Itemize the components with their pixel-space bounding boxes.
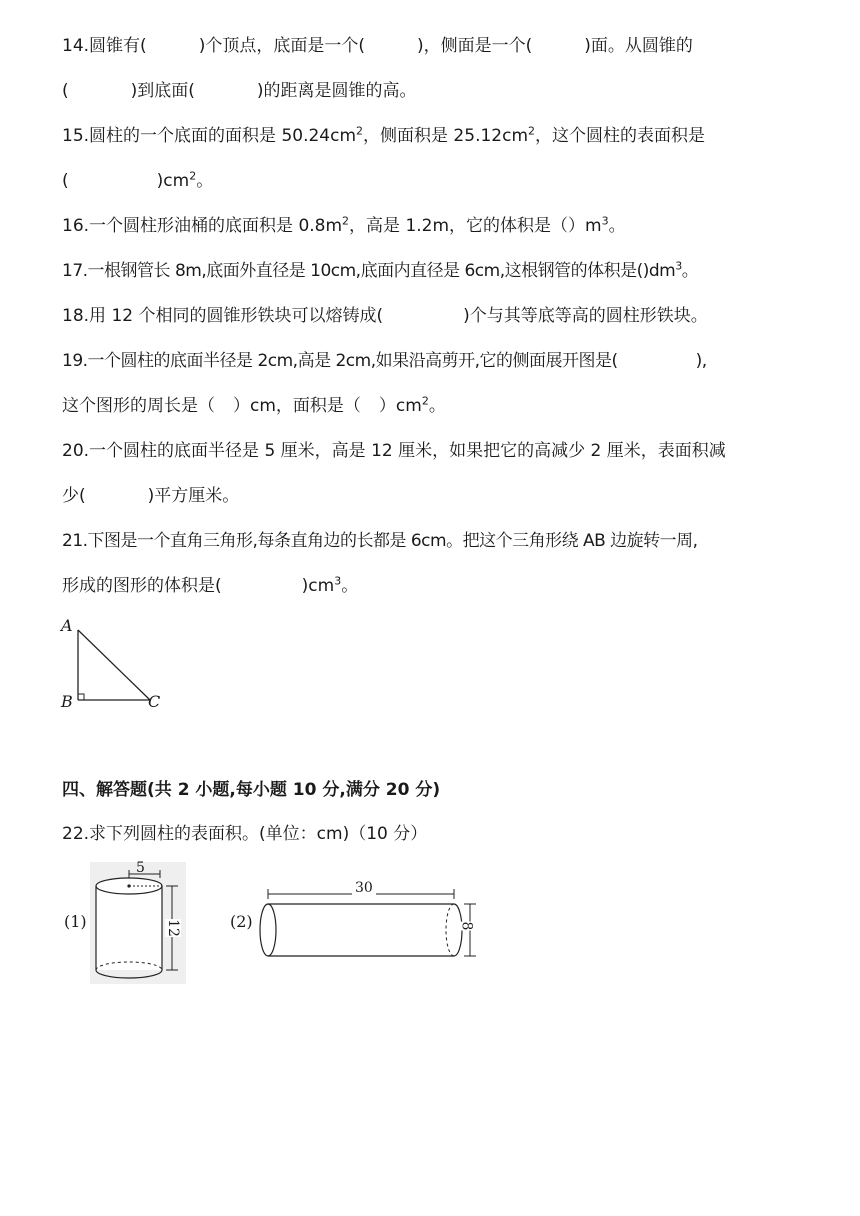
- text: (: [62, 81, 69, 101]
- question-19-line-1: [62, 349, 707, 373]
- vertex-b-label: B: [61, 692, 73, 711]
- text: 形成的图形的体积是(: [62, 576, 222, 596]
- question-17: [62, 259, 698, 283]
- question-number: 18.: [62, 306, 90, 326]
- figure-1-label: (1): [64, 912, 87, 931]
- length-label: 30: [352, 880, 376, 896]
- text: ）cm，面积是（: [233, 396, 361, 416]
- text: ，高是 1.2m，它的体积是（）m: [349, 216, 602, 236]
- superscript: 2: [528, 124, 536, 138]
- question-number: 20.: [62, 441, 90, 461]
- text: ，侧面积是 25.12cm: [363, 126, 529, 146]
- question-15-line-1: [62, 124, 705, 148]
- question-21-line-1: [62, 529, 698, 553]
- question-number: 16.: [62, 216, 90, 236]
- text: 这个图形的周长是（: [62, 396, 215, 416]
- question-number: 14.: [62, 36, 90, 56]
- superscript: 3: [601, 214, 609, 228]
- question-22: [62, 822, 427, 846]
- diameter-label: 8: [458, 921, 475, 931]
- superscript: 3: [675, 259, 682, 273]
- question-number: 19.: [62, 351, 88, 371]
- section-title: 四、解答题(共 2 小题,每小题 10 分,满分 20 分): [62, 780, 441, 800]
- question-number: 21.: [62, 531, 88, 551]
- superscript: 2: [189, 169, 197, 183]
- text: 下图是一个直角三角形,每条直角边的长都是 6cm。把这个三角形绕 AB 边旋转一周,: [87, 531, 698, 551]
- vertical-cylinder-figure: [90, 862, 186, 984]
- question-14-line-1: [62, 34, 693, 58]
- text: 一个圆柱形油桶的底面积是 0.8m: [89, 216, 343, 236]
- text: )平方厘米。: [147, 486, 240, 506]
- text: )个与其等底等高的圆柱形铁块。: [463, 306, 708, 326]
- question-number: 22.: [62, 824, 90, 844]
- superscript: 3: [334, 574, 342, 588]
- text: 一个圆柱的底面半径是 2cm,高是 2cm,如果沿高剪开,它的侧面展开图是(: [87, 351, 618, 371]
- text: 用 12 个相同的圆锥形铁块可以熔铸成(: [89, 306, 384, 326]
- question-14-line-2: [62, 79, 417, 103]
- text: )个顶点，底面是一个(: [198, 36, 365, 56]
- question-20-line-2: [62, 484, 239, 508]
- text: ，这个圆柱的表面积是: [535, 126, 706, 146]
- vertex-c-label: C: [148, 692, 161, 711]
- question-20-line-1: [62, 439, 726, 463]
- text: )到底面(: [130, 81, 195, 101]
- text: )cm: [156, 171, 190, 191]
- text: 。: [681, 261, 699, 281]
- radius-label: 5: [136, 860, 145, 876]
- text: )，侧面是一个(: [416, 36, 533, 56]
- text: 少(: [62, 486, 86, 506]
- question-19-line-2: [62, 394, 446, 418]
- text: 。: [428, 396, 446, 416]
- text: 一根钢管长 8m,底面外直径是 10cm,底面内直径是 6cm,这根钢管的体积是()dm: [87, 261, 676, 281]
- question-number: 15.: [62, 126, 90, 146]
- text: ）cm: [378, 396, 422, 416]
- superscript: 2: [356, 124, 364, 138]
- text: 圆柱的一个底面的面积是 50.24cm: [89, 126, 357, 146]
- question-21-line-2: [62, 574, 358, 598]
- height-label: 12: [164, 919, 181, 937]
- vertex-a-label: A: [61, 616, 73, 635]
- text: (: [62, 171, 69, 191]
- question-18: [62, 304, 708, 328]
- text: 求下列圆柱的表面积。(单位：cm)（10 分）: [89, 824, 428, 844]
- text: ),: [695, 351, 707, 371]
- question-15-line-2: [62, 169, 213, 193]
- question-16: [62, 214, 626, 238]
- text: )面。从圆锥的: [584, 36, 693, 56]
- superscript: 2: [342, 214, 350, 228]
- horizontal-cylinder-icon: [258, 884, 482, 964]
- text: )的距离是圆锥的高。: [256, 81, 417, 101]
- text: 一个圆柱的底面半径是 5 厘米，高是 12 厘米，如果把它的高减少 2 厘米，表面积减: [89, 441, 726, 461]
- superscript: 2: [421, 394, 429, 408]
- text: 。: [196, 171, 214, 191]
- right-triangle-figure: [58, 612, 178, 717]
- text: 圆锥有(: [89, 36, 147, 56]
- text: 。: [608, 216, 626, 236]
- text: )cm: [301, 576, 335, 596]
- question-number: 17.: [62, 261, 88, 281]
- text: 。: [341, 576, 359, 596]
- figure-2-label: (2): [230, 912, 253, 931]
- horizontal-cylinder-figure: [258, 880, 482, 964]
